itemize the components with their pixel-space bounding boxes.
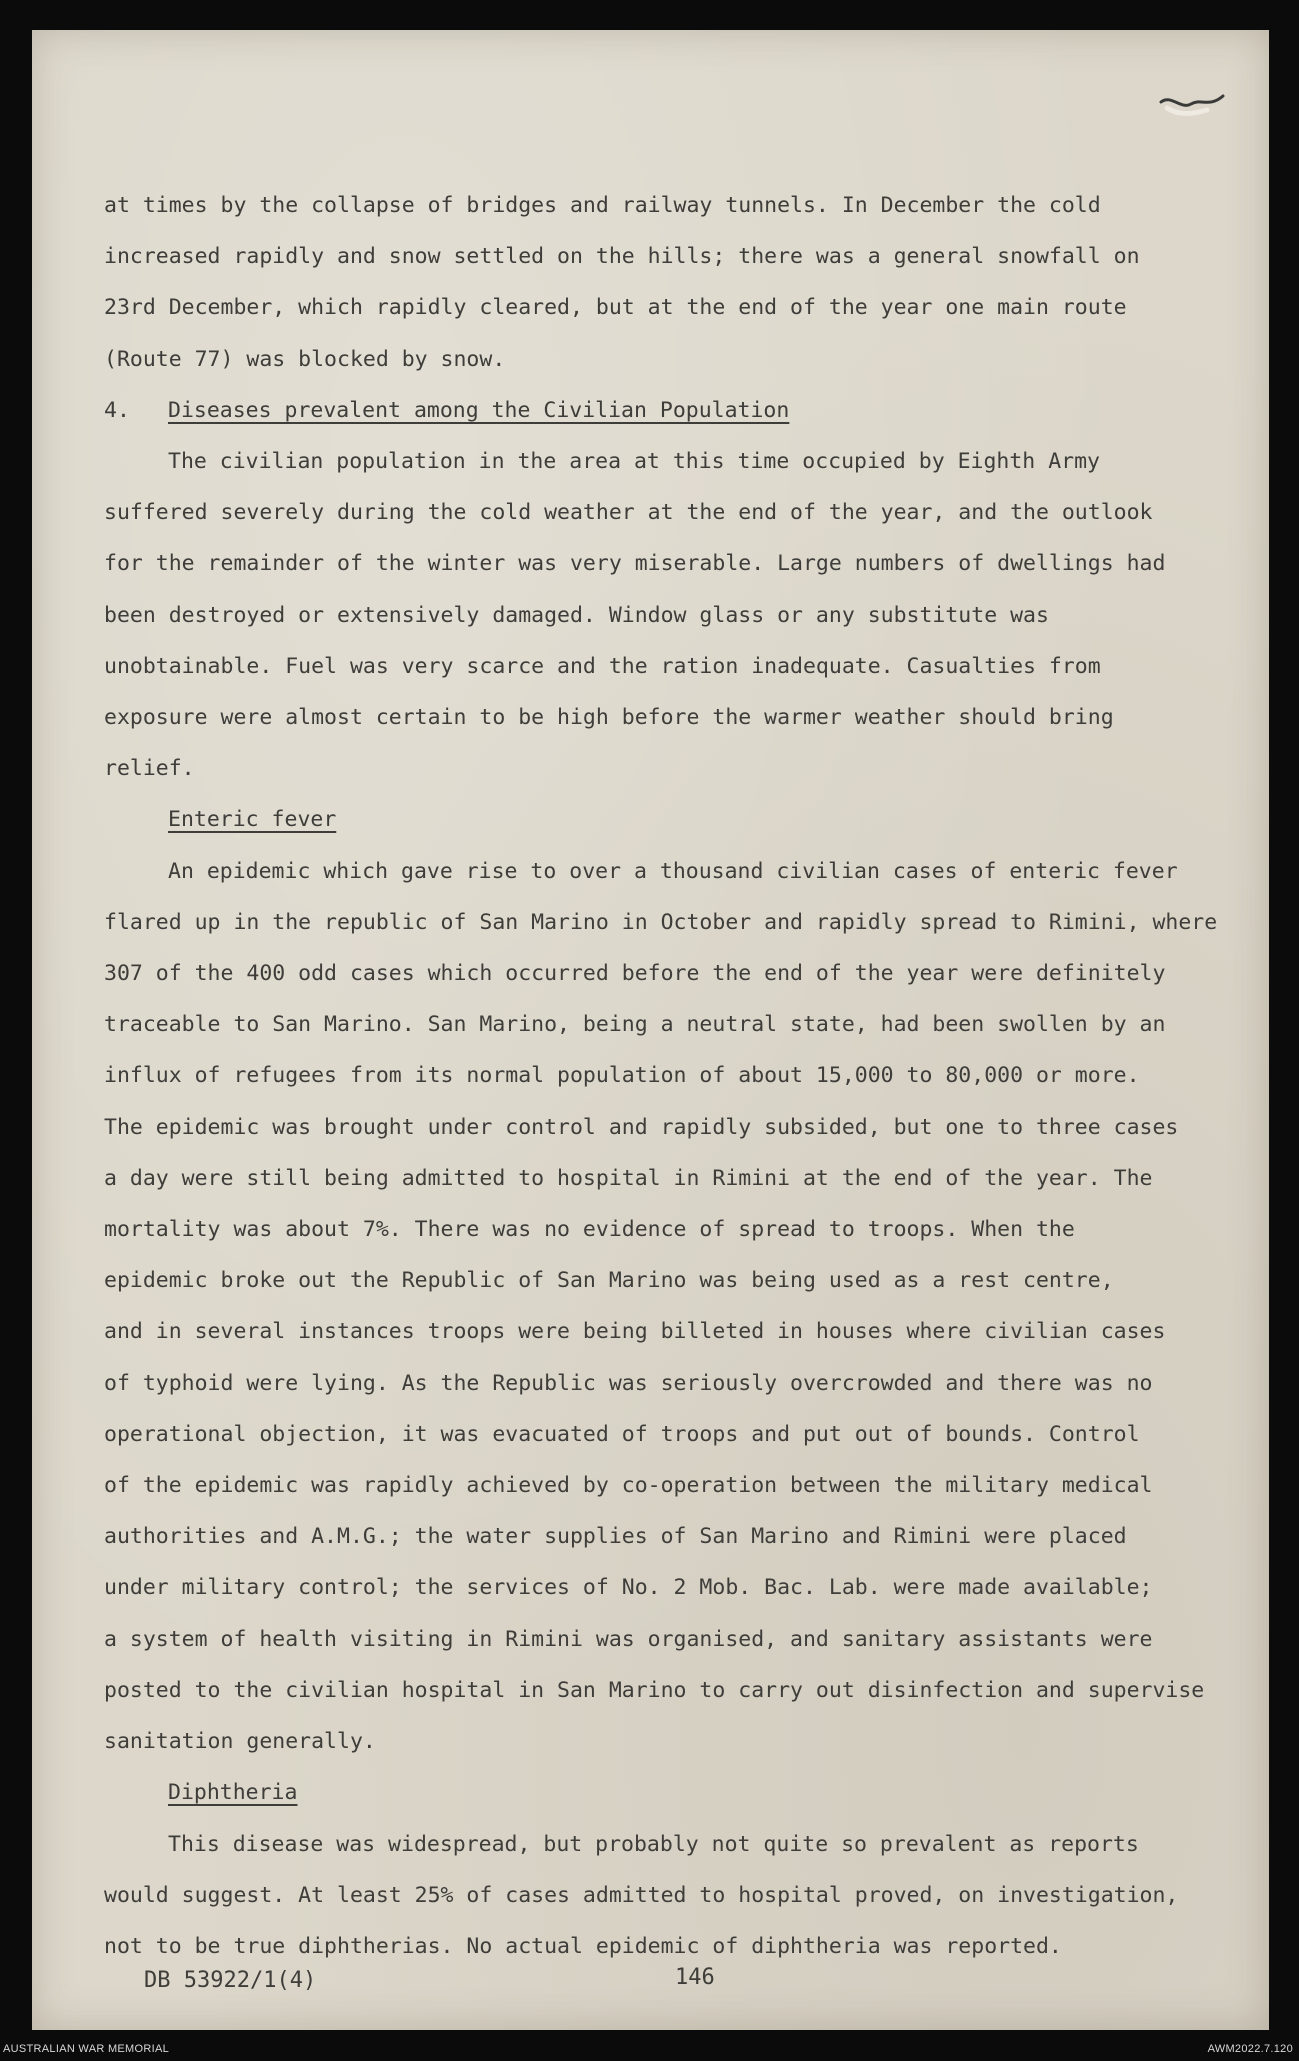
paragraph-line: operational objection, it was evacuated of troops and put out of bounds. Control xyxy=(104,1421,1140,1447)
paragraph-line: of the epidemic was rapidly achieved by co-operation between the military medical xyxy=(104,1473,1153,1499)
paragraph-line: of typhoid were lying. As the Republic was seriously overcrowded and there was no xyxy=(104,1370,1153,1396)
paragraph-line: unobtainable. Fuel was very scarce and the ration inadequate. Casualties from xyxy=(104,653,1101,679)
paragraph-line: relief. xyxy=(104,756,195,782)
continuation-line: at times by the collapse of bridges and railway tunnels. In December the cold xyxy=(104,193,1101,218)
paragraph-line: An epidemic which gave rise to over a thousand civilian cases of enteric fever xyxy=(168,858,1178,884)
archive-id: AWM2022.7.120 xyxy=(1207,2043,1293,2055)
paper-tear-mark xyxy=(1157,88,1227,120)
subheading-diphtheria xyxy=(104,1767,1254,1818)
paragraph-line: The civilian population in the area at this time occupied by Eighth Army xyxy=(168,449,1100,475)
paragraph-line: sanitation generally. xyxy=(104,1729,376,1755)
paragraph-line: a system of health visiting in Rimini was organised, and sanitary assistants were xyxy=(104,1626,1153,1652)
paragraph-line: posted to the civilian hospital in San Marino to carry out disinfection and supervise xyxy=(104,1677,1205,1703)
section-number: 4. xyxy=(104,397,130,423)
page-number: 146 xyxy=(675,1965,715,1990)
paragraph-line: and in several instances troops were being billeted in houses where civilian cases xyxy=(104,1319,1166,1345)
paragraph-line: not to be true diphtherias. No actual epidemic of diphtheria was reported. xyxy=(104,1933,1062,1959)
subheading-enteric xyxy=(104,794,1254,845)
paragraph-line: traceable to San Marino. San Marino, being a neutral state, had been swollen by an xyxy=(104,1012,1166,1038)
subheading-text: Diphtheria xyxy=(168,1780,298,1806)
paragraph-line: exposure were almost certain to be high before the warmer weather should bring xyxy=(104,705,1114,731)
paragraph-line: authorities and A.M.G.; the water supplies of San Marino and Rimini were placed xyxy=(104,1524,1127,1550)
continuation-line: (Route 77) was blocked by snow. xyxy=(104,346,506,372)
paragraph-line: would suggest. At least 25% of cases admitted to hospital proved, on investigation, xyxy=(104,1882,1179,1908)
paragraph-line: flared up in the republic of San Marino in October and rapidly spread to Rimini, where xyxy=(104,909,1218,935)
paragraph-line: The epidemic was brought under control and rapidly subsided, but one to three cases xyxy=(104,1114,1179,1140)
typed-body xyxy=(104,180,1254,1972)
document-page xyxy=(32,30,1269,2030)
paragraph-line: mortality was about 7%. There was no evidence of spread to troops. When the xyxy=(104,1217,1075,1243)
paragraph-line: epidemic broke out the Republic of San Marino was being used as a rest centre, xyxy=(104,1268,1114,1294)
paragraph-line: for the remainder of the winter was very miserable. Large numbers of dwellings had xyxy=(104,551,1166,577)
paragraph-line: influx of refugees from its normal population of about 15,000 to 80,000 or more. xyxy=(104,1063,1140,1089)
document-reference: DB 53922/1(4) xyxy=(144,1968,317,1993)
continuation-line: 23rd December, which rapidly cleared, but at the end of the year one main route xyxy=(104,295,1127,321)
archive-credit: AUSTRALIAN WAR MEMORIAL xyxy=(3,2043,170,2055)
subheading-text: Enteric fever xyxy=(168,807,337,833)
paragraph-line: a day were still being admitted to hospital in Rimini at the end of the year. The xyxy=(104,1165,1153,1191)
section-title: Diseases prevalent among the Civilian Population xyxy=(168,397,790,423)
paragraph-line: suffered severely during the cold weather at the end of the year, and the outlook xyxy=(104,500,1153,526)
paragraph-line: This disease was widespread, but probably not quite so prevalent as reports xyxy=(168,1831,1139,1857)
paragraph-line: been destroyed or extensively damaged. Window glass or any substitute was xyxy=(104,602,1049,628)
paragraph-line: 307 of the 400 odd cases which occurred before the end of the year were definitely xyxy=(104,961,1166,987)
section-4-heading xyxy=(104,385,1254,436)
continuation-line: increased rapidly and snow settled on the hills; there was a general snowfall on xyxy=(104,244,1140,270)
paragraph-line: under military control; the services of No. 2 Mob. Bac. Lab. were made available; xyxy=(104,1575,1153,1601)
